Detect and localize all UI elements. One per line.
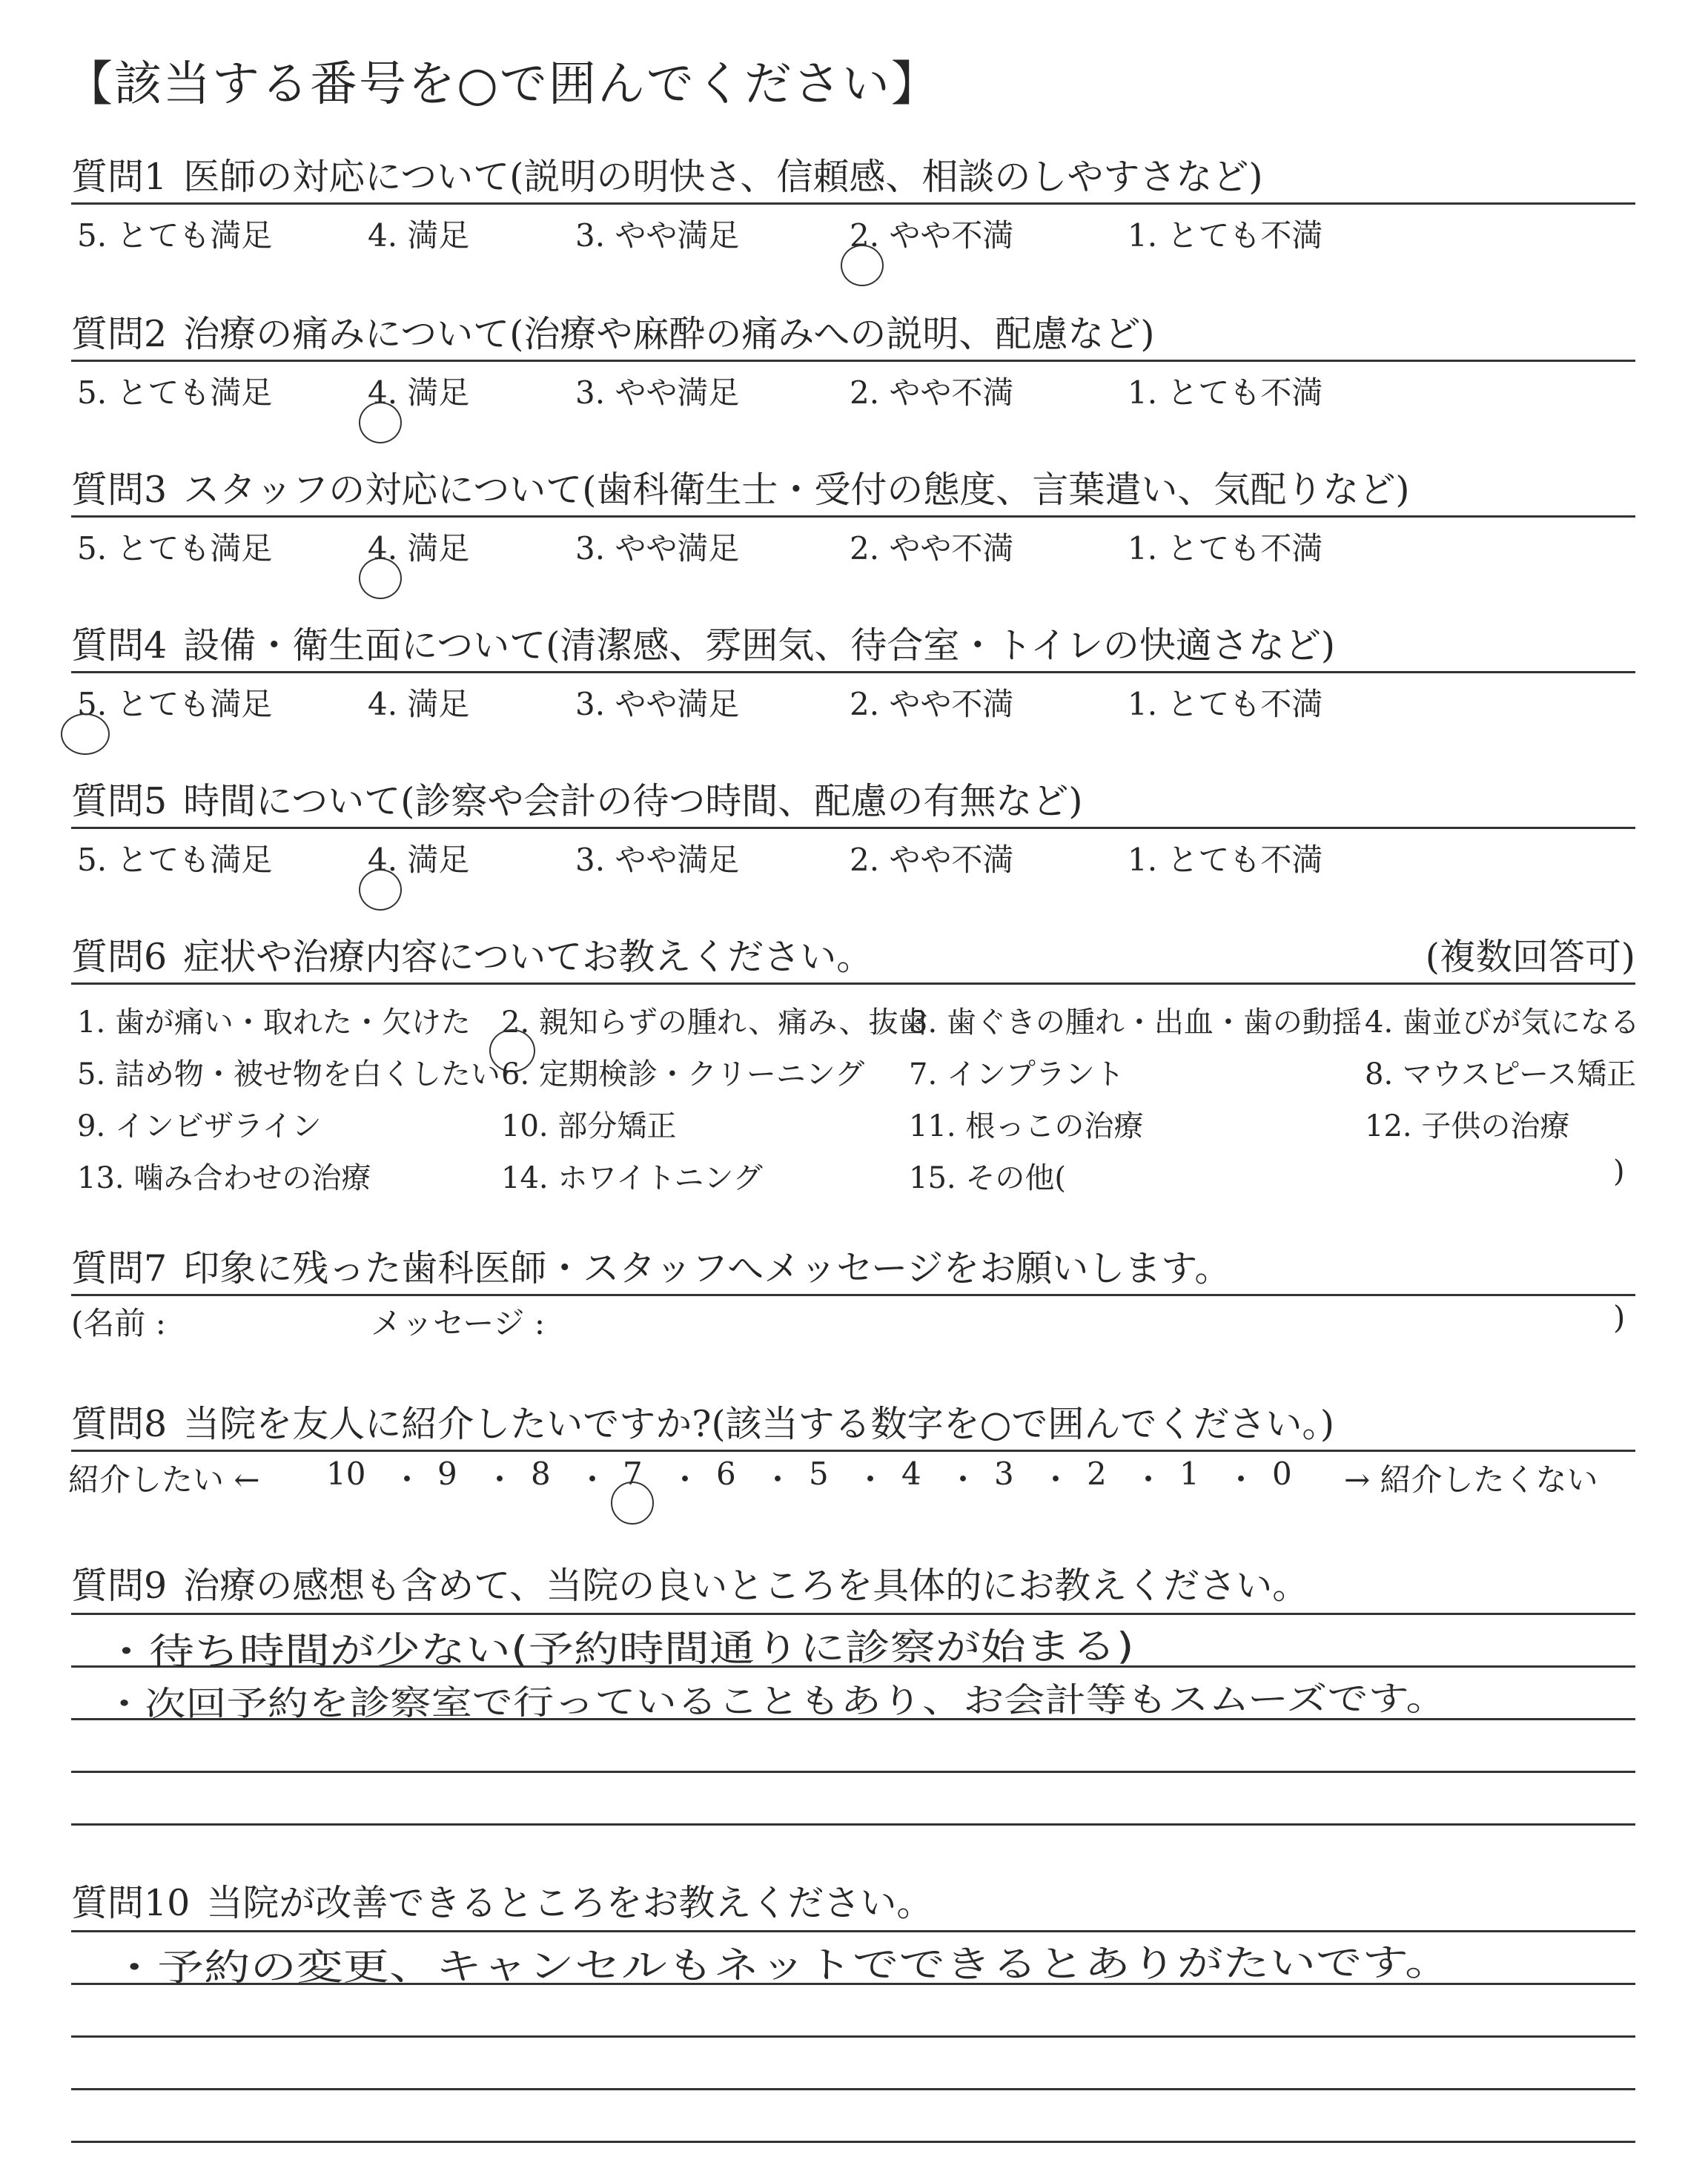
- answer-line: [71, 1930, 1635, 1932]
- question-8-text: 当院を友人に紹介したいですか?(該当する数字を○で囲んでください。): [183, 1403, 1334, 1445]
- rating-option-5[interactable]: 5. とても満足: [77, 530, 273, 567]
- answer-line: [71, 1613, 1635, 1615]
- rating-option-2[interactable]: 2. やや不満: [850, 686, 1014, 722]
- question-10-number: 質問10: [71, 1882, 191, 1924]
- answer-circle: [611, 1482, 654, 1525]
- scale-10[interactable]: 10: [326, 1456, 366, 1492]
- scale-dot: ・: [1133, 1462, 1165, 1498]
- question-1-text: 医師の対応について(説明の明快さ、信頼感、相談のしやすさなど): [183, 156, 1263, 198]
- answer-circle: [61, 713, 110, 755]
- divider: [71, 1294, 1635, 1296]
- multiple-answer-note: (複数回答可): [1425, 936, 1635, 978]
- symptom-option-3[interactable]: 3. 歯ぐきの腫れ・出血・歯の動揺: [909, 1005, 1362, 1040]
- question-5-number: 質問5: [71, 780, 168, 822]
- scale-dot: ・: [1225, 1462, 1257, 1498]
- handwritten-answer-9-line-2: ・次回予約を診察室で行っていることもあり、お会計等もスムーズです。: [103, 1678, 1447, 1724]
- rating-option-4[interactable]: 4. 満足: [368, 217, 470, 254]
- symptom-option-2[interactable]: 2. 親知らずの腫れ、痛み、抜歯: [501, 999, 928, 1041]
- page-title: 【該当する番号を○で囲んでください】: [65, 57, 940, 112]
- question-1-heading: [71, 148, 1262, 200]
- other-close-paren: ): [1613, 1155, 1625, 1189]
- divider: [71, 982, 1635, 985]
- symptom-options: [71, 990, 1640, 1205]
- question-8-number: 質問8: [71, 1403, 168, 1445]
- answer-circle: [359, 402, 402, 443]
- symptom-option-7[interactable]: 7. インプラント: [909, 1057, 1125, 1091]
- rating-option-2[interactable]: 2. やや不満: [850, 842, 1014, 878]
- scale-dot: ・: [855, 1462, 887, 1498]
- handwritten-answer-10-line-1: ・予約の変更、キャンセルもネットでできるとありがたいです。: [110, 1941, 1452, 1989]
- symptom-option-14[interactable]: 14. ホワイトニング: [501, 1161, 763, 1195]
- question-4-heading: [71, 617, 1335, 669]
- question-2-number: 質問2: [71, 313, 168, 355]
- symptom-option-4[interactable]: 4. 歯並びが気になる: [1365, 1005, 1640, 1040]
- question-7-text: 印象に残った歯科医師・スタッフへメッセージをお願いします。: [183, 1247, 1231, 1289]
- question-6-number: 質問6: [71, 936, 168, 978]
- scale-dot: ・: [762, 1462, 794, 1498]
- answer-circle: [841, 245, 884, 286]
- scale-6[interactable]: 6: [716, 1456, 736, 1492]
- symptom-option-1[interactable]: 1. 歯が痛い・取れた・欠けた: [77, 1005, 471, 1040]
- rating-option-3[interactable]: 3. やや満足: [575, 530, 740, 567]
- rating-option-1[interactable]: 1. とても不満: [1128, 842, 1323, 878]
- symptom-option-10[interactable]: 10. 部分矯正: [501, 1109, 677, 1143]
- rating-option-5[interactable]: 5. とても満足: [77, 842, 273, 878]
- question-2-heading: [71, 305, 1154, 357]
- question-7-heading: [71, 1240, 1231, 1292]
- divider: [71, 827, 1635, 829]
- answer-line: [71, 2088, 1635, 2090]
- rating-option-2[interactable]: 2. やや不満: [850, 374, 1014, 411]
- recommend-left-label: 紹介したい ←: [68, 1462, 260, 1498]
- question-5-heading: [71, 773, 1082, 825]
- scale-9[interactable]: 9: [437, 1456, 457, 1492]
- scale-dot: ・: [577, 1462, 609, 1498]
- question-9-text: 治療の感想も含めて、当院の良いところを具体的にお教えください。: [183, 1565, 1309, 1607]
- rating-option-2[interactable]: 2. やや不満: [850, 211, 1013, 256]
- scale-2[interactable]: 2: [1087, 1456, 1107, 1492]
- scale-1[interactable]: 1: [1179, 1456, 1199, 1492]
- handwritten-answer-9-line-1: ・待ち時間が少ない(予約時間通りに診察が始まる): [103, 1625, 1134, 1674]
- message-close-paren: ): [1613, 1299, 1626, 1335]
- scale-0[interactable]: 0: [1272, 1456, 1292, 1492]
- answer-line: [71, 2035, 1635, 2038]
- rating-option-1[interactable]: 1. とても不満: [1128, 217, 1323, 254]
- answer-line: [71, 2141, 1635, 2143]
- rating-option-1[interactable]: 1. とても不満: [1128, 374, 1323, 411]
- rating-option-3[interactable]: 3. やや満足: [575, 686, 740, 722]
- rating-option-4[interactable]: 4. 満足: [368, 686, 470, 722]
- question-4-rating: [71, 680, 1635, 724]
- symptom-option-6[interactable]: 6. 定期検診・クリーニング: [501, 1057, 865, 1091]
- divider: [71, 1450, 1635, 1452]
- divider: [71, 202, 1635, 205]
- question-5-rating: [71, 836, 1635, 880]
- question-9-heading: [71, 1557, 1308, 1609]
- scale-dot: ・: [1040, 1462, 1072, 1498]
- scale-dot: ・: [947, 1462, 979, 1498]
- divider: [71, 515, 1635, 518]
- rating-option-1[interactable]: 1. とても不満: [1128, 686, 1323, 722]
- question-3-rating: [71, 524, 1635, 569]
- rating-option-3[interactable]: 3. やや満足: [575, 217, 740, 254]
- rating-option-5[interactable]: 5. とても満足: [77, 680, 272, 724]
- symptom-option-11[interactable]: 11. 根っこの治療: [909, 1109, 1144, 1143]
- divider: [71, 671, 1635, 673]
- question-6-text: 症状や治療内容についてお教えください。: [183, 936, 873, 978]
- question-10-text: 当院が改善できるところをお教えください。: [206, 1882, 933, 1924]
- scale-dot: ・: [669, 1462, 701, 1498]
- question-2-rating: [71, 369, 1635, 413]
- question-7-number: 質問7: [71, 1247, 168, 1289]
- scale-3[interactable]: 3: [994, 1456, 1014, 1492]
- question-3-number: 質問3: [71, 469, 168, 511]
- symptom-option-12[interactable]: 12. 子供の治療: [1365, 1109, 1570, 1143]
- scale-dot: ・: [391, 1462, 423, 1498]
- rating-option-5[interactable]: 5. とても満足: [77, 217, 273, 254]
- question-4-text: 設備・衛生面について(清潔感、雰囲気、待合室・トイレの快適さなど): [183, 624, 1335, 667]
- question-4-number: 質問4: [71, 624, 168, 667]
- answer-line: [71, 1823, 1635, 1826]
- rating-option-3[interactable]: 3. やや満足: [575, 842, 740, 878]
- question-10-heading: [71, 1875, 933, 1926]
- scale-5[interactable]: 5: [809, 1456, 829, 1492]
- message-label: メッセージ :: [371, 1305, 545, 1341]
- name-label: (名前 :: [71, 1305, 166, 1341]
- scale-8[interactable]: 8: [531, 1456, 551, 1492]
- rating-option-2[interactable]: 2. やや不満: [850, 530, 1014, 567]
- question-8-heading: [71, 1396, 1334, 1447]
- answer-circle: [359, 869, 402, 911]
- question-6-heading: [71, 928, 873, 980]
- rating-option-3[interactable]: 3. やや満足: [575, 374, 740, 411]
- question-2-text: 治療の痛みについて(治療や麻酔の痛みへの説明、配慮など): [183, 313, 1155, 355]
- scale-dot: ・: [484, 1462, 516, 1498]
- rating-option-4[interactable]: 4. 満足: [368, 836, 469, 880]
- recommend-right-label: → 紹介したくない: [1344, 1462, 1598, 1498]
- rating-option-4[interactable]: 4. 満足: [368, 369, 469, 413]
- symptom-option-5[interactable]: 5. 詰め物・被せ物を白くしたい: [77, 1057, 500, 1091]
- rating-option-4[interactable]: 4. 満足: [368, 524, 469, 569]
- divider: [71, 360, 1635, 362]
- recommend-scale: [65, 1456, 1637, 1500]
- answer-circle: [359, 558, 402, 599]
- symptom-option-15[interactable]: 15. その他(: [909, 1161, 1066, 1195]
- rating-option-5[interactable]: 5. とても満足: [77, 374, 273, 411]
- symptom-option-9[interactable]: 9. インビザライン: [77, 1109, 322, 1143]
- symptom-option-8[interactable]: 8. マウスピース矯正: [1365, 1057, 1637, 1091]
- question-3-heading: [71, 461, 1409, 513]
- scale-4[interactable]: 4: [901, 1456, 921, 1492]
- symptom-option-13[interactable]: 13. 噛み合わせの治療: [77, 1161, 371, 1195]
- rating-option-1[interactable]: 1. とても不満: [1128, 530, 1323, 567]
- question-1-number: 質問1: [71, 156, 168, 198]
- question-5-text: 時間について(診察や会計の待つ時間、配慮の有無など): [183, 780, 1083, 822]
- question-3-text: スタッフの対応について(歯科衛生士・受付の態度、言葉遣い、気配りなど): [183, 469, 1410, 511]
- answer-line: [71, 1771, 1635, 1773]
- question-9-number: 質問9: [71, 1565, 168, 1607]
- scale-7[interactable]: 7: [623, 1456, 643, 1492]
- question-1-rating: [71, 211, 1635, 256]
